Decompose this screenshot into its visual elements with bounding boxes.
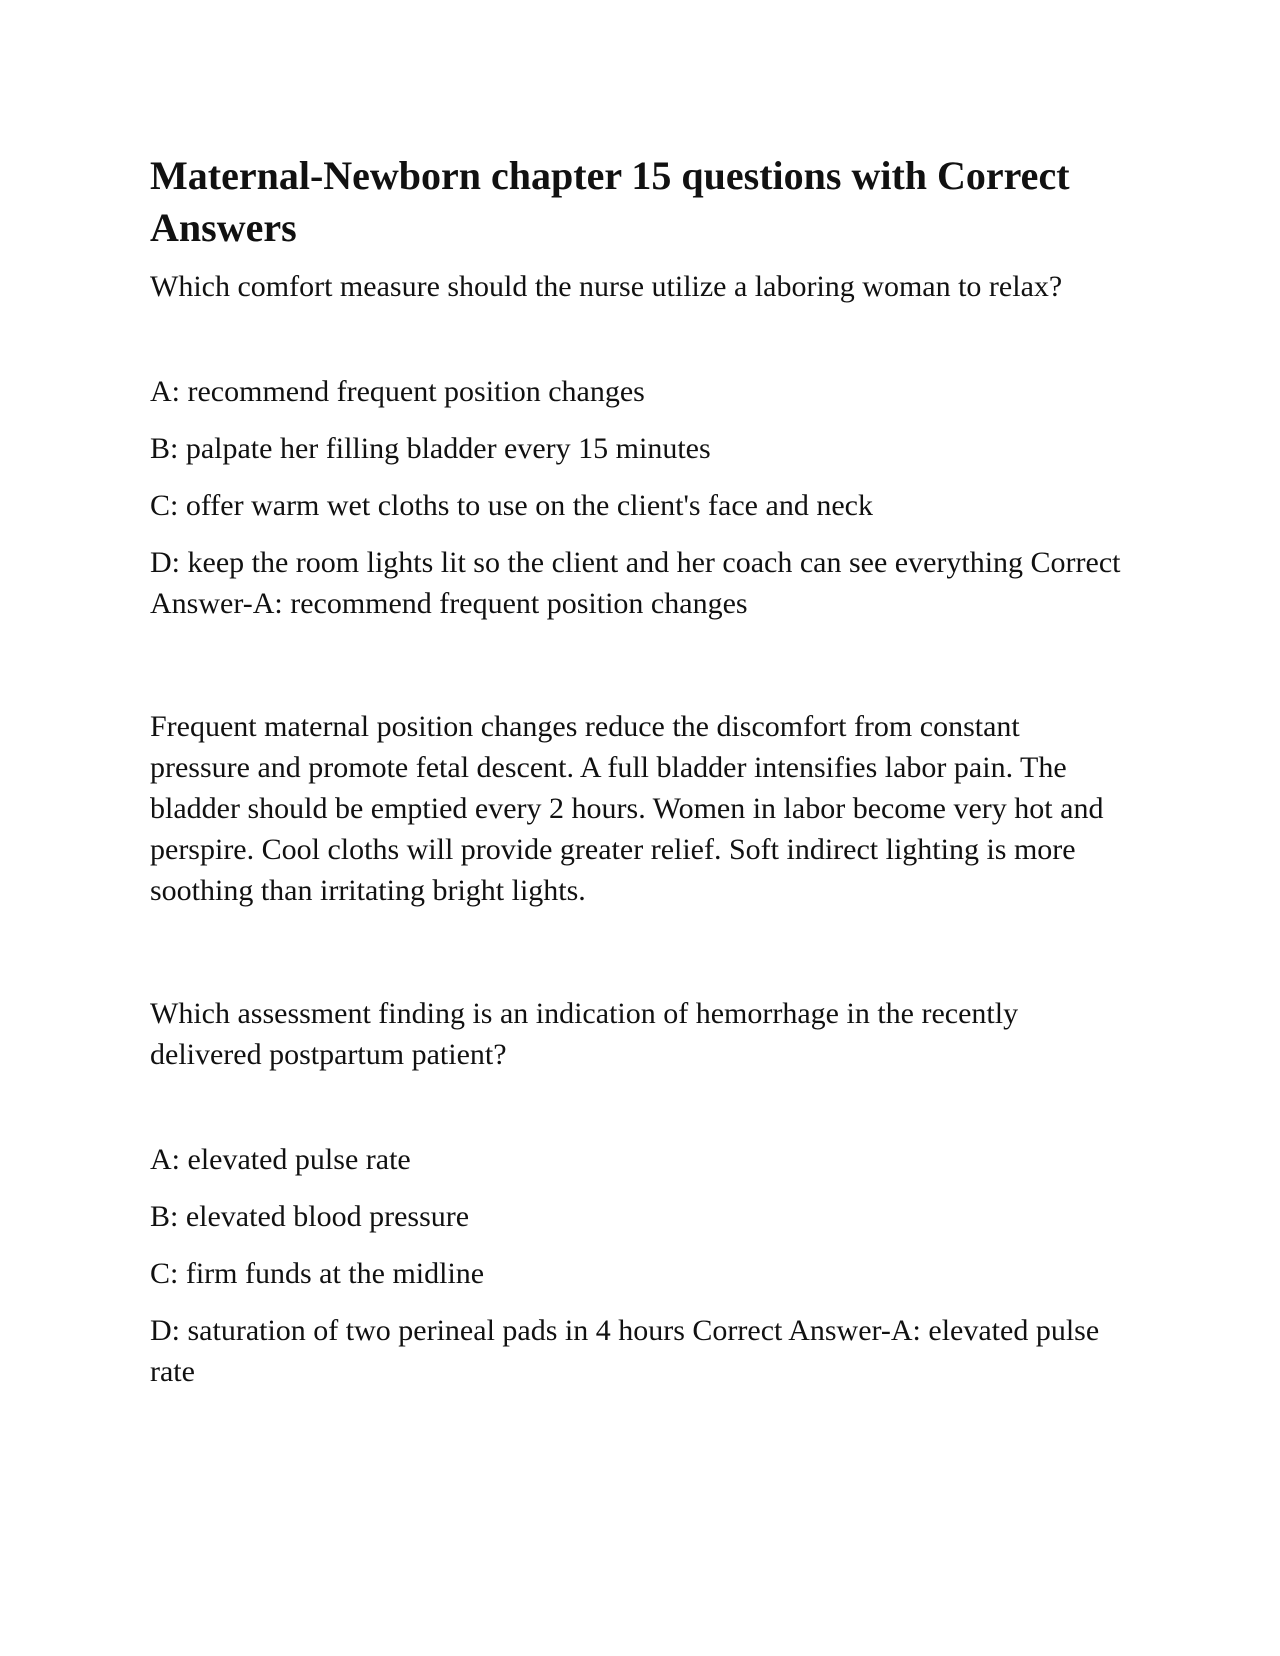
answer-option-b: B: elevated blood pressure	[150, 1200, 470, 1233]
answer-option-a: A: recommend frequent position changes	[150, 375, 645, 408]
answer-explanation: Frequent maternal position changes reduce the discomfort from constant pressure and promote fetal descent. A full bladder intensifies labor pain. The bladder should be emptied every 2 hours. Women in labor become very hot and perspire. Cool cloths will provide greater relief. Soft indirect lighting is more soothing than irritating bright lights.	[150, 710, 1104, 907]
spacer	[150, 1075, 1125, 1139]
spacer	[150, 911, 1125, 993]
answer-option-d-with-correct-answer: D: saturation of two perineal pads in 4 hours Correct Answer-A: elevated pulse rate	[150, 1314, 1100, 1388]
answer-option-d-with-correct-answer: D: keep the room lights lit so the client and her coach can see everything Correct Answer-A: recommend frequent position changes	[150, 546, 1121, 620]
answer-option-b: B: palpate her filling bladder every 15 minutes	[150, 432, 711, 465]
document-title: Maternal-Newborn chapter 15 questions with Correct Answers	[150, 153, 1070, 250]
answer-option-a: A: elevated pulse rate	[150, 1143, 411, 1176]
spacer	[150, 624, 1125, 706]
answer-option-c: C: firm funds at the midline	[150, 1257, 485, 1290]
document-page	[150, 150, 1125, 1392]
question-text: Which assessment finding is an indication of hemorrhage in the recently delivered postpartum patient?	[150, 997, 1019, 1071]
spacer	[150, 307, 1125, 371]
question-block-1	[150, 266, 1125, 911]
question-text: Which comfort measure should the nurse utilize a laboring woman to relax?	[150, 270, 1063, 303]
answer-option-c: C: offer warm wet cloths to use on the client's face and neck	[150, 489, 873, 522]
question-block-2	[150, 993, 1125, 1392]
